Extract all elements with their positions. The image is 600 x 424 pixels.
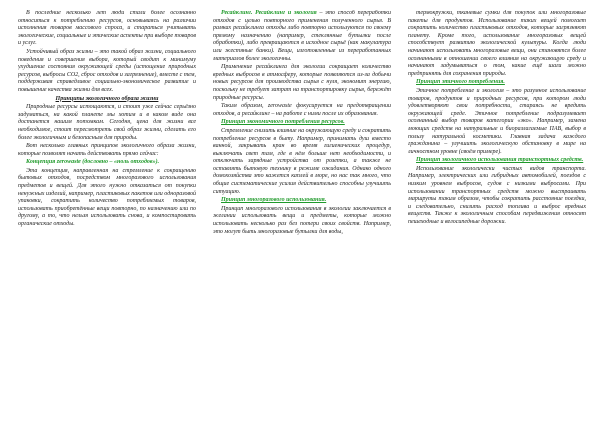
lead-text: – это способ переработки отходов с целью повторного применения полученного сырья. В рамках ресайклинга отходы либо повторно используются по своему прямому назначению (например, стеклянные бутылки после обработки), либо превращаются в исходное сырьё (как макулатура или жестяные банки). Вещи, изготовленные из переработанных материалов более экологичны. xyxy=(213,10,391,62)
paragraph: Таким образом, zerowaste фокусируется на предотвращении отходов, а ресайклинг – на работе с ними после их образования. xyxy=(213,103,391,117)
paragraph: термокружки, тканевые сумки для покупок или многоразовые пакеты для продуктов. Использование таких вещей помогает сократить количество пластиковых отходов, которые загрязняют планету. Кроме того, использование многоразовых вещей способствует развитию экологической культуры. Когда люди начинают использовать многоразовые вещи, они становятся более осознанными в отношении своего влияния на окружающую среду и начинают задумываться о том, какие ещё шаги можно предпринять для сохранения природы. xyxy=(408,10,586,77)
section-heading: Принцип экономичного потребления ресурсов. xyxy=(221,119,345,126)
paragraph: Принцип многоразового использования в экологии заключается в желании использовать вещи и предметы, которые можно использовать несколько раз без потери своих свойств. Например, это могут быть многоразовые бутылки для воды, xyxy=(213,205,391,235)
section-heading: Принцип многоразового использования. xyxy=(221,197,327,204)
paragraph: Стремление снизить влияние на окружающую среду и сократить потребление ресурсов в быту. Например, принимать душ вместо ванной, закрывать кран во время гигиенических процедур, выключать свет там, где в нём больше нет необходимости, и отключать зарядные устройства от розетки, а также не оставлять бытовую технику в режиме ожидания. Однако одного домохозяйства это кажется каплей в море, но нас так много, что общие систематические усилия действительно способны улучшить ситуацию. xyxy=(213,127,391,195)
paragraph xyxy=(18,159,196,167)
section-heading: Принцип экологичного использования транспортных средств. xyxy=(416,157,584,164)
paragraph: Этичное потребление и экология – это разумное использование товаров, продуктов и природных ресурсов, при котором люди удовлетворяют свои потребности, стараясь не вредить окружающей среде. Этичное потребление подразумевает осознанный выбор товаров категории «эко». Например, замена моющих средств на натуральные и биоразлагаемые ПАВ, выбор в пользу натуральной косметики. Главная задача каждого гражданина – улучшить экологическую обстановку в мире на личностном уровне (своём примере). xyxy=(408,87,586,155)
paragraph: В последние несколько лет люди стали более осознанно относиться к потреблению ресурсов, основываясь на различии исполнения товаров массового спроса, и стараться учитывать экологические, социальные и этические аспекты при выборе товаров и услуг. xyxy=(18,10,196,47)
paragraph: Устойчивый образ жизни – это такой образ жизни, социального поведения и совершения выбора, который сводит к минимуму ухудшение состояния окружающей среды (истощение природных ресурсов, выбросы CO2, сброс отходов и загрязнение), вместе с тем, поддерживая справедливое социально-экономическое развитие и повышение качества жизни для всех. xyxy=(18,48,196,93)
paragraph xyxy=(213,10,391,63)
paragraph: Вот несколько главных принципов экологичного образа жизни, которые позволят начать действовать прямо сейчас: xyxy=(18,143,196,157)
lead-term: Концепция zerowaste (дословно – «ноль отходов»). xyxy=(26,159,160,166)
paragraph: Эта концепция, направленная на стремление к сокращению бытовых отходов, посредством многоразового использования предметов и вещей. Для этого нужно отказаться от покупки ненужных изделий, например, пластиковых пакетов или одноразовой упаковки, сократить количество потребляемых товаров, использовать приобретённые вещи повторно, по назначению или по другому, а то, что нельзя использовать снова, и компостировать органические отходы. xyxy=(18,167,196,228)
section-heading: Принцип этичного потребления. xyxy=(416,79,505,86)
paragraph: Природные ресурсы истощаются, и стоит уже сейчас серьёзно задуматься, на какой планете мы хотим и в каком виде она достанется нашим потомкам. Сегодня, цена для жизни все необходимое, стоит пересмотреть свой образ жизни, сделать его более экологичным и безопасным для природы. xyxy=(18,104,196,141)
paragraph: Применение ресайклинга для экологии сокращает количество вредных выбросов в атмосферу, которые появляются из-за добычи новых ресурсов для производства сырья с нуля, экономит энергию, поскольку не требует затрат на транспортировку сырья, бережёт природные ресурсы. xyxy=(213,64,391,101)
column-3 xyxy=(408,10,586,416)
lead-term: Ресайклинг. Ресайклинг и экология xyxy=(221,10,317,16)
paragraph: Использование экологически чистых видов транспорта. Например, электрических или гибридных автомобилей, поездов с низким уровнем выбросов, судов с низкими выбросами. При использовании транспортных средств можно выстраивать маршруты таким образом, чтобы сократить расстояние поездки, и следовательно, снизить расход топлива и выброс вредных веществ. Также к экологичным способам передвижения относят пешеходные и велосипедные дорожки. xyxy=(408,165,586,226)
section-heading: Принципы экологичного образа жизни xyxy=(55,95,159,102)
column-1 xyxy=(18,10,196,416)
column-2 xyxy=(213,10,391,416)
